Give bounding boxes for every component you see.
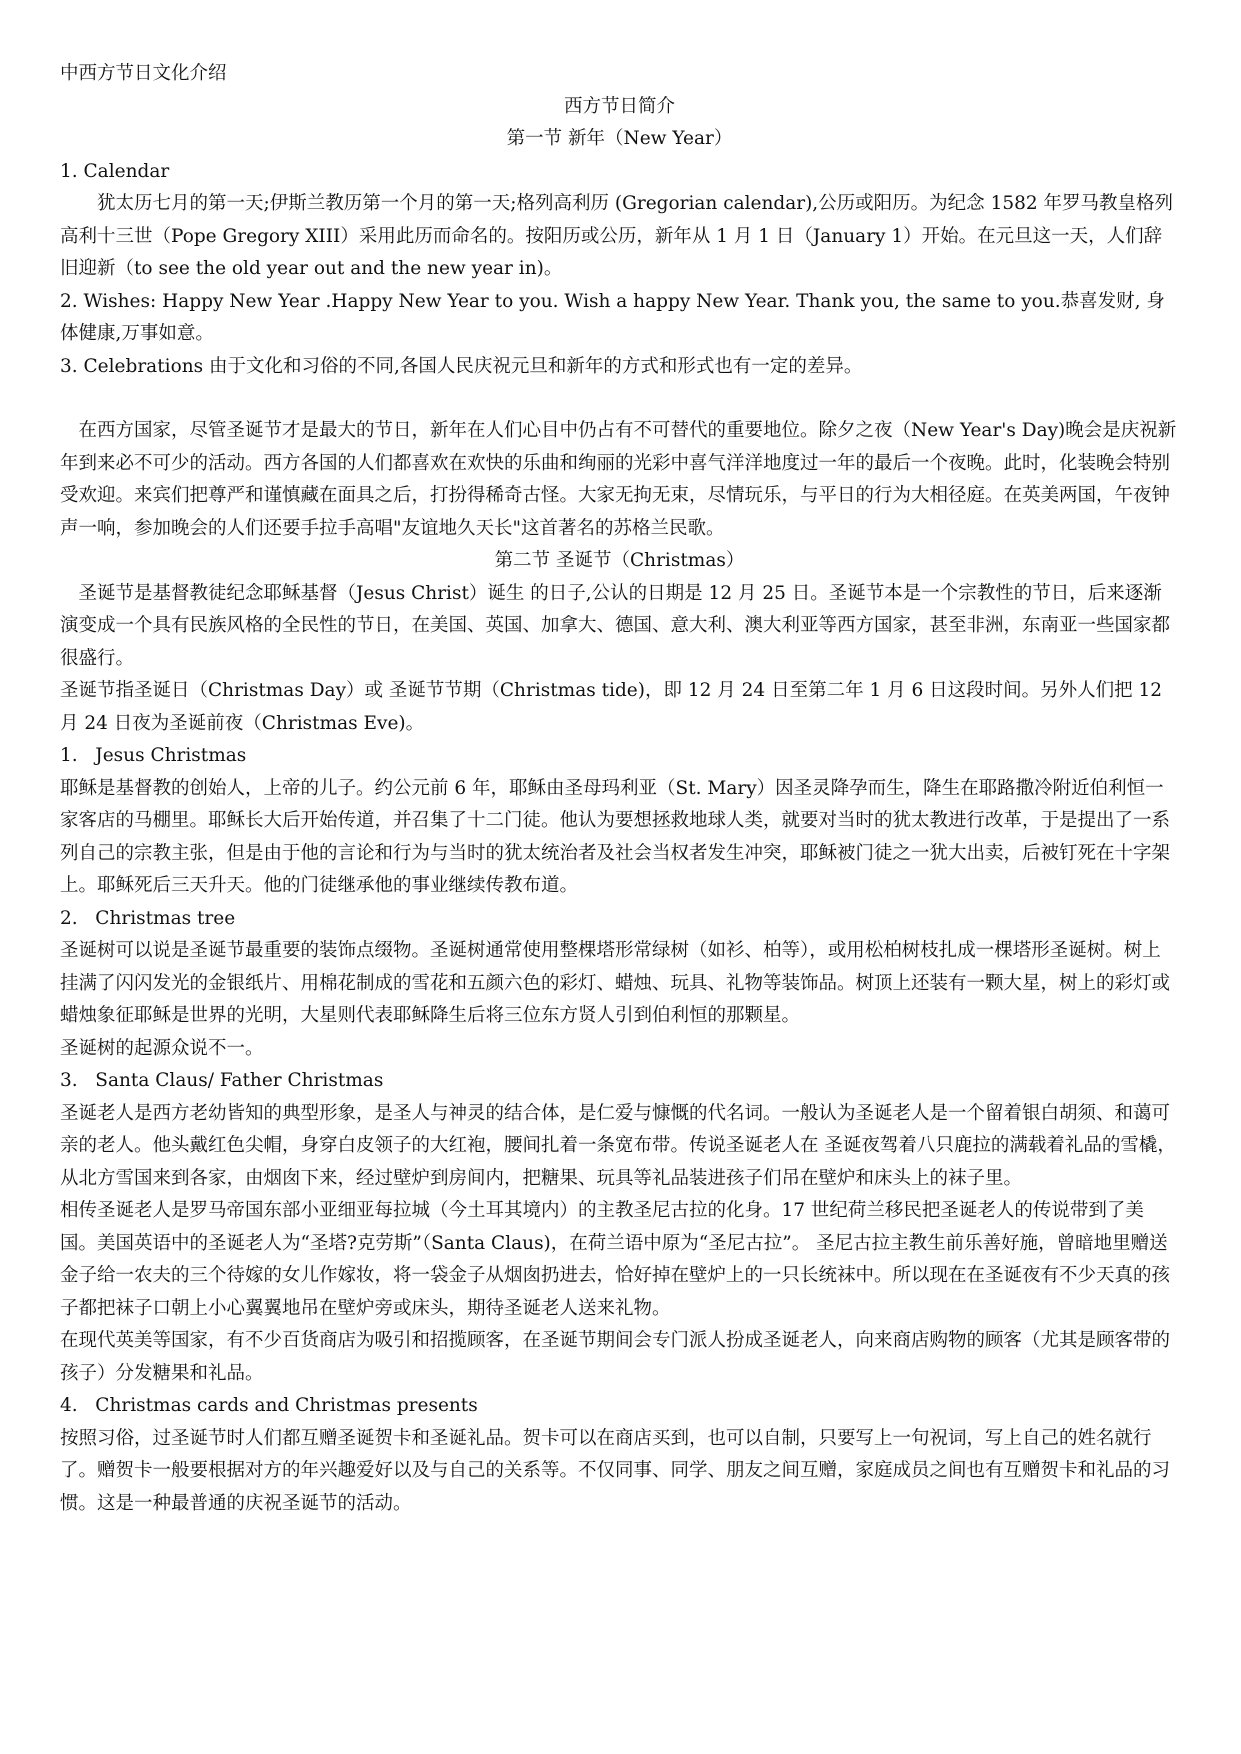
santa-legend-paragraph: 相传圣诞老人是罗马帝国东部小亚细亚每拉城（今土耳其境内）的主教圣尼古拉的化身。17 世纪荷兰移民把圣诞老人的传说带到了美国。美国英语中的圣诞老人为“圣塔?克劳斯”（Santa Claus)，在荷兰语中原为“圣尼古拉”。 圣尼古拉主教生前乐善好施，曾暗地里赠送金子给一农夫的三个待嫁的女儿作嫁妆，将一袋金子从烟囱扔进去，恰好掉在壁炉上的一只长统袜中。所以现在在圣诞夜有不少天真的孩子都把袜子口朝上小心翼翼地吊在壁炉旁或床头，期待圣诞老人送来礼物。	[60, 1200, 1171, 1319]
west-paragraph: 在西方国家，尽管圣诞节才是最大的节日，新年在人们心目中仍占有不可替代的重要地位。除夕之夜（New Year's Day)晚会是庆祝新年到来必不可少的活动。西方各国的人们都喜欢在欢快的乐曲和绚丽的光彩中喜气洋洋地度过一年的最后一个夜晚。此时，化装晚会特别受欢迎。来宾们把尊严和谨慎藏在面具之后，打扮得稀奇古怪。大家无拘无束，尽情玩乐，与平日的行为大相径庭。在英美两国，午夜钟声一响，参加晚会的人们还要手拉手高唱"友谊地久天长"这首著名的苏格兰民歌。	[60, 420, 1177, 539]
tree-paragraph: 圣诞树可以说是圣诞节最重要的装饰点缀物。圣诞树通常使用整棵塔形常绿树（如衫、柏等），或用松柏树枝扎成一棵塔形圣诞树。树上挂满了闪闪发光的金银纸片、用棉花制成的雪花和五颜六色的彩灯、蜡烛、玩具、礼物等装饰品。树顶上还装有一颗大星，树上的彩灯或蜡烛象征耶稣是世界的光明，大星则代表耶稣降生后将三位东方贤人引到伯利恒的那颗星。	[60, 940, 1171, 1026]
calendar-paragraph: 犹太历七月的第一天;伊斯兰教历第一个月的第一天;格列高利历 (Gregorian calendar),公历或阳历。为纪念 1582 年罗马教皇格列高利十三世（Pope Gregory XIII）采用此历而命名的。按阳历或公历，新年从 1 月 1 日（January 1）开始。在元旦这一天，人们辞旧迎新（to see the old year out and the new year in)。	[60, 193, 1174, 279]
wishes-paragraph: 2. Wishes: Happy New Year .Happy New Year to you. Wish a happy New Year. Thank you, the same to you.恭喜发财, 身体健康,万事如意。	[60, 290, 1165, 344]
santa-heading: 3. Santa Claus/ Father Christmas	[60, 1070, 384, 1091]
doc-title: 中西方节日文化介绍	[60, 63, 227, 84]
tree-heading: 2. Christmas tree	[60, 907, 236, 929]
jesus-paragraph: 耶稣是基督教的创始人，上帝的儿子。约公元前 6 年，耶稣由圣母玛利亚（St. Mary）因圣灵降孕而生，降生在耶路撒冷附近伯利恒一家客店的马棚里。耶稣长大后开始传道，并召集了十二门徒。他认为要想拯救地球人类，就要对当时的犹太教进行改革，于是提出了一系列自己的宗教主张，但是由于他的言论和行为与当时的犹太统治者及社会当权者发生冲突，耶稣被门徒之一犹大出卖，后被钉死在十字架上。耶稣死后三天升天。他的门徒继承他的事业继续传教布道。	[60, 777, 1171, 896]
jesus-heading: 1. Jesus Christmas	[60, 745, 247, 766]
celebrations-paragraph: 3. Celebrations 由于文化和习俗的不同,各国人民庆祝元旦和新年的方式和形式也有一定的差异。	[60, 355, 863, 377]
paragraph-gap	[60, 383, 1179, 415]
cards-paragraph: 按照习俗，过圣诞节时人们都互赠圣诞贺卡和圣诞礼品。贺卡可以在商店买到，也可以自制，只要写上一句祝词，写上自己的姓名就行了。赠贺卡一般要根据对方的年兴趣爱好以及与自己的关系等。不仅同事、同学、朋友之间互赠，家庭成员之间也有互赠贺卡和礼品的习惯。这是一种最普通的庆祝圣诞节的活动。	[60, 1427, 1171, 1514]
tree-origin-paragraph: 圣诞树的起源众说不一。	[60, 1037, 264, 1059]
section2-heading: 第二节 圣诞节（Christmas）	[494, 550, 745, 571]
christmas-intro-paragraph: 圣诞节是基督教徒纪念耶稣基督（Jesus Christ）诞生 的日子,公认的日期是 12 月 25 日。圣诞节本是一个宗教性的节日，后来逐渐演变成一个具有民族风格的全民性的节日，在美国、英国、加拿大、德国、意大利、澳大利亚等西方国家，甚至非洲，东南亚一些国家都很盛行。	[60, 582, 1171, 669]
santa-paragraph: 圣诞老人是西方老幼皆知的典型形象，是圣人与神灵的结合体，是仁爱与慷慨的代名词。一般认为圣诞老人是一个留着银白胡须、和蔼可亲的老人。他头戴红色尖帽，身穿白皮领子的大红袍，腰间扎着一条宽布带。传说圣诞老人在 圣诞夜驾着八只鹿拉的满载着礼品的雪橇，从北方雪国来到各家，由烟囱下来，经过壁炉到房间内，把糖果、玩具等礼品装进孩子们吊在壁炉和床头上的袜子里。	[60, 1102, 1176, 1189]
main-heading: 西方节日简介	[563, 95, 675, 117]
santa-modern-paragraph: 在现代英美等国家，有不少百货商店为吸引和招揽顾客，在圣诞节期间会专门派人扮成圣诞老人，向来商店购物的顾客（尤其是顾客带的孩子）分发糖果和礼品。	[60, 1330, 1171, 1384]
section1-heading: 第一节 新年（New Year）	[506, 128, 733, 149]
cards-heading: 4. Christmas cards and Christmas presents	[60, 1395, 478, 1416]
calendar-heading: 1. Calendar	[60, 160, 170, 182]
christmas-period-paragraph: 圣诞节指圣诞日（Christmas Day）或 圣诞节节期（Christmas tide)，即 12 月 24 日至第二年 1 月 6 日这段时间。另外人们把 12 月 24 日夜为圣诞前夜（Christmas Eve)。	[60, 680, 1163, 734]
